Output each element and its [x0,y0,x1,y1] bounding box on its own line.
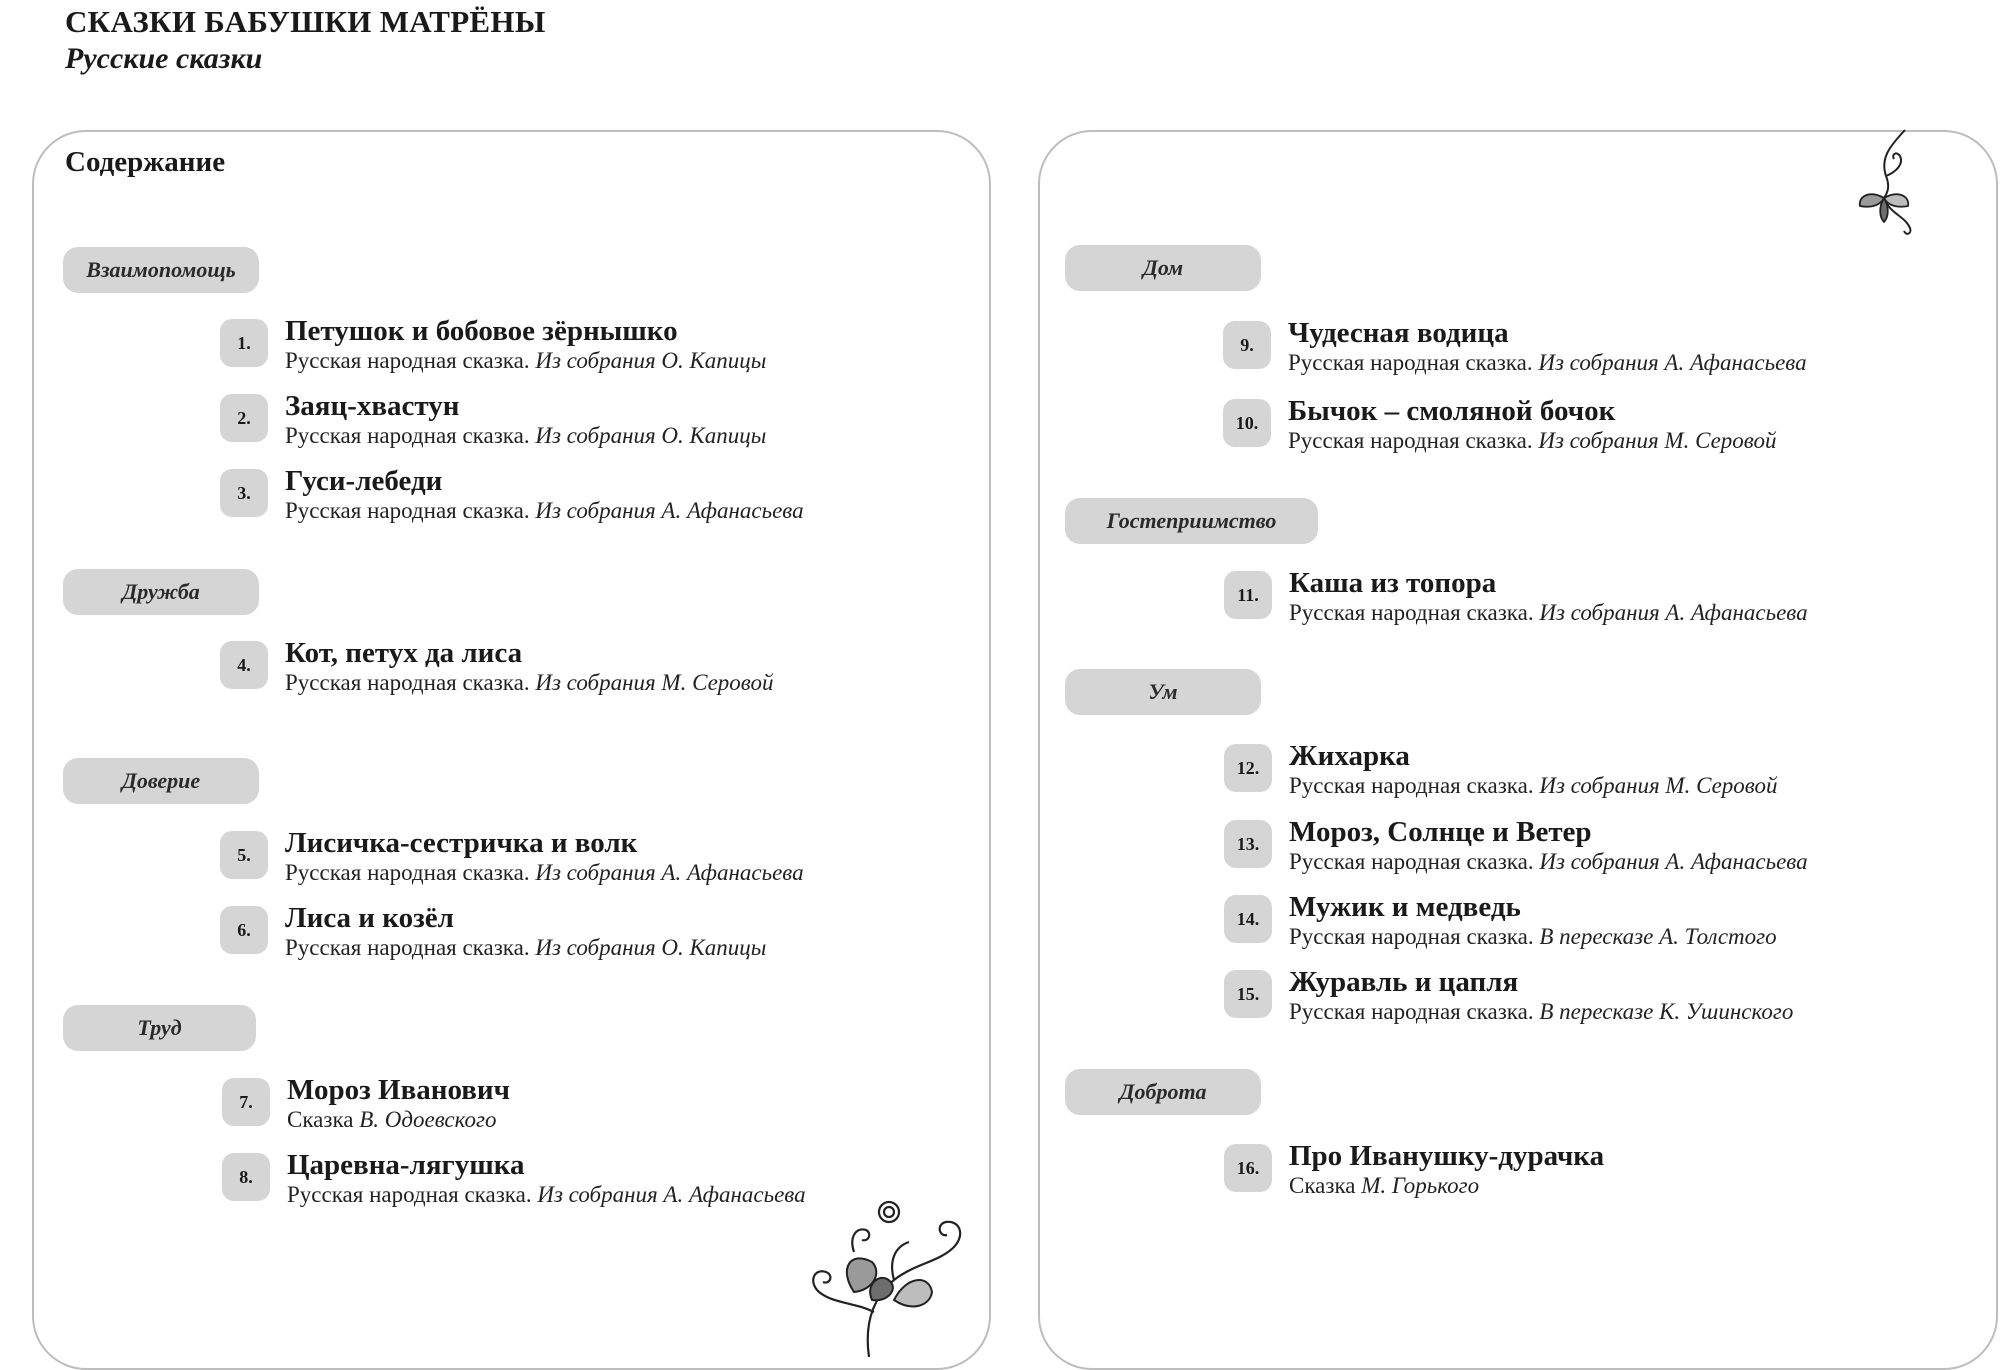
entry-number: 15. [1224,970,1272,1018]
entry-source: Русская народная сказка. Из собрания А. Афанасьева [1288,350,1807,375]
entry-number: 13. [1224,820,1272,868]
entry-source: Сказка В. Одоевского [287,1107,497,1132]
entry-source: Русская народная сказка. Из собрания А. Афанасьева [287,1182,806,1207]
entry-source: Русская народная сказка. Из собрания А. Афанасьева [285,498,804,523]
entry-number: 16. [1224,1144,1272,1192]
category-gostepriimstvo: Гостеприимство [1065,498,1318,544]
entry-number: 11. [1224,571,1272,619]
contents-panel-right [1038,130,1998,1370]
entry-number: 4. [220,641,268,689]
entry-source: Русская народная сказка. Из собрания А. Афанасьева [1289,600,1808,625]
entry-title[interactable]: Лисичка-сестричка и волк [285,827,638,859]
category-dobrota: Доброта [1065,1069,1261,1115]
toc-entry-1[interactable] [220,315,766,375]
entry-source: Русская народная сказка. Из собрания О. Капицы [285,348,767,373]
entry-title[interactable]: Мороз Иванович [287,1074,510,1106]
toc-entry-3[interactable] [220,465,804,525]
entry-number: 12. [1224,744,1272,792]
entry-number: 9. [1223,321,1271,369]
entry-source: Русская народная сказка. Из собрания М. Серовой [1289,773,1778,798]
entry-title[interactable]: Каша из топора [1289,567,1497,599]
toc-entry-16[interactable] [1224,1140,1604,1200]
toc-entry-13[interactable] [1224,816,1808,876]
entry-number: 1. [220,319,268,367]
floral-vine-icon [794,1192,984,1362]
category-um: Ум [1065,669,1261,715]
category-doverie: Доверие [63,758,259,804]
category-druzhba: Дружба [63,569,259,615]
toc-entry-11[interactable] [1224,567,1808,627]
entry-source: Русская народная сказка. Из собрания М. Серовой [285,670,774,695]
entry-title[interactable]: Жихарка [1289,740,1410,772]
contents-heading: Содержание [65,146,226,178]
entry-title[interactable]: Петушок и бобовое зёрнышко [285,315,678,347]
toc-entry-6[interactable] [220,902,766,962]
entry-source: Русская народная сказка. В пересказе А. Толстого [1289,924,1777,949]
entry-number: 14. [1224,895,1272,943]
entry-source: Русская народная сказка. Из собрания А. Афанасьева [285,860,804,885]
entry-title[interactable]: Лиса и козёл [285,902,454,934]
book-subtitle: Русские сказки [65,42,263,75]
entry-title[interactable]: Про Иванушку-дурачка [1289,1140,1605,1172]
entry-number: 7. [222,1078,270,1126]
category-dom: Дом [1065,245,1261,291]
entry-source: Сказка М. Горького [1289,1173,1480,1198]
toc-entry-4[interactable] [220,637,773,697]
entry-number: 10. [1223,399,1271,447]
entry-title[interactable]: Бычок – смоляной бочок [1288,395,1616,427]
entry-source: Русская народная сказка. Из собрания О. Капицы [285,423,767,448]
toc-entry-14[interactable] [1224,891,1777,951]
entry-title[interactable]: Чудесная водица [1288,317,1509,349]
category-vzaimopomoshch: Взаимопомощь [63,247,259,293]
book-title: СКАЗКИ БАБУШКИ МАТРЁНЫ [65,4,546,39]
toc-entry-15[interactable] [1224,966,1793,1026]
entry-number: 8. [222,1153,270,1201]
entry-title[interactable]: Мужик и медведь [1289,891,1521,923]
toc-entry-9[interactable] [1223,317,1807,377]
entry-number: 2. [220,394,268,442]
entry-number: 3. [220,469,268,517]
category-trud: Труд [63,1005,256,1051]
entry-source: Русская народная сказка. В пересказе К. Ушинского [1289,999,1794,1024]
entry-title[interactable]: Заяц-хвастун [285,390,460,422]
toc-entry-5[interactable] [220,827,804,887]
entry-source: Русская народная сказка. Из собрания О. Капицы [285,935,767,960]
toc-entry-8[interactable] [222,1149,806,1209]
entry-title[interactable]: Кот, петух да лиса [285,637,523,669]
entry-title[interactable]: Мороз, Солнце и Ветер [1289,816,1592,848]
toc-entry-12[interactable] [1224,740,1777,800]
toc-entry-2[interactable] [220,390,766,450]
contents-panel-left [32,130,991,1370]
entry-title[interactable]: Царевна-лягушка [287,1149,525,1181]
entry-title[interactable]: Журавль и цапля [1289,966,1519,998]
toc-entry-10[interactable] [1223,395,1776,455]
entry-number: 5. [220,831,268,879]
entry-number: 6. [220,906,268,954]
hanging-flower-icon [1850,128,1930,238]
entry-title[interactable]: Гуси-лебеди [285,465,443,497]
entry-source: Русская народная сказка. Из собрания М. Серовой [1288,428,1777,453]
entry-source: Русская народная сказка. Из собрания А. Афанасьева [1289,849,1808,874]
toc-entry-7[interactable] [222,1074,510,1134]
